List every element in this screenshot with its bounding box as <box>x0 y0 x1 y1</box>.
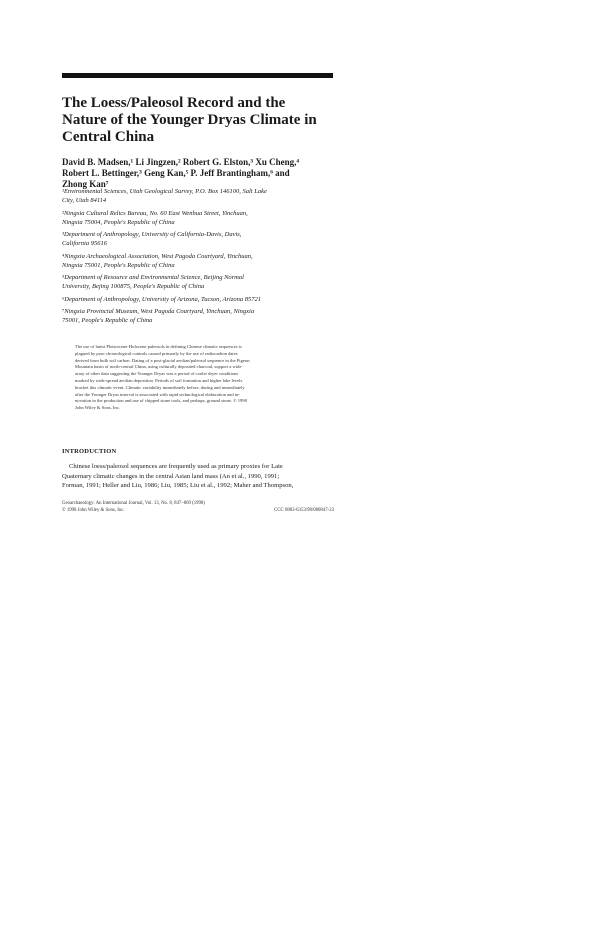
affiliation-7 <box>62 307 337 325</box>
affiliation-line: City, Utah 84114 <box>62 197 107 204</box>
author-list <box>62 157 337 190</box>
abstract-line: derived from bulk soil carbon. Dating of a post-glacial aeolian/paleosol sequence in the Pigeon <box>75 357 250 363</box>
affiliation-line: ⁶Department of Anthropology, University of Arizona, Tucson, Arizona 85721 <box>62 295 262 303</box>
affiliation-line: ³Department of Anthropology, University of California-Davis, Davis, <box>62 231 242 238</box>
title-line: The Loess/Paleosol Record and the <box>62 95 286 111</box>
abstract-line: John Wiley & Sons, Inc. <box>75 405 120 411</box>
copyright-notice: © 1998 John Wiley & Sons, Inc. <box>62 508 125 513</box>
affiliation-line: ²Ningxia Cultural Relics Bureau, No. 60 East Wenhua Street, Yinchuan, <box>62 209 248 217</box>
abstract-line: array of other data suggesting the Younger Dryas was a period of cooler dryer conditions <box>75 371 239 377</box>
affiliation-line: ⁴Ningxia Archaeological Association, West Pagoda Courtyard, Yinchuan, <box>62 252 253 260</box>
affiliation-line: ⁵Department of Resource and Environmental Science, Beijing Normal <box>62 274 244 281</box>
title-rule <box>62 73 333 78</box>
affiliation-line: ¹Environmental Sciences, Utah Geological Survey, P.O. Box 146100, Salt Lake <box>62 188 267 195</box>
section-heading: INTRODUCTION <box>62 448 117 455</box>
page-footer <box>62 500 334 514</box>
author-line: Robert L. Bettinger,³ Geng Kan,⁵ P. Jeff Brantingham,⁶ and <box>62 168 290 178</box>
abstract-line: bracket this climatic event. Climatic variability immediately before, during and immediately <box>75 384 245 390</box>
abstract <box>75 344 335 412</box>
intro-line: Forman, 1991; Heller and Liu, 1986; Liu, 1985; Liu et al., 1992; Maher and Thompson, <box>62 482 294 490</box>
ccc-code: CCC 0883-6353/98/080847-23 <box>274 508 334 513</box>
affiliation-line: University, Bejing 100875, People's Republic of China <box>62 283 205 290</box>
abstract-line: novation in the production and use of chipped stone tools, and perhaps, ground stone. © 1998 <box>75 398 247 404</box>
affiliation-line: ⁷Ningxia Provincial Museum, West Pagoda Courtyard, Yinchuan, Ningxia <box>62 308 255 315</box>
affiliation-line: California 95616 <box>62 240 107 247</box>
title-line: Central China <box>62 129 155 145</box>
affiliation-3 <box>62 230 337 248</box>
paper-title <box>62 95 337 146</box>
title-line: Nature of the Younger Dryas Climate in <box>62 112 317 128</box>
author-line: David B. Madsen,¹ Li Jingzen,² Robert G. Elston,³ Xu Cheng,⁴ <box>62 157 300 167</box>
abstract-line: after the Younger Dryas interval is associated with rapid technological elaboration and in- <box>75 391 240 397</box>
affiliation-line: Ningxia 75001, People's Republic of China <box>62 261 175 269</box>
abstract-line: The use of latest Pleistocene-Holocene paleosols in defining Chinese climatic sequences is <box>75 344 242 349</box>
affiliation-line: Ningxia 75004, People's Republic of China <box>62 218 175 226</box>
abstract-line: Mountain basin of north-central China, using culturally deposited charcoal, support a wide <box>75 364 242 370</box>
intro-line: Quaternary climatic changes in the central Asian land mass (An et al., 1990, 1991; <box>62 472 280 480</box>
affiliation-list <box>62 187 337 329</box>
journal-citation: Geoarchaeology: An International Journal, Vol. 13, No. 8, 847–869 (1998) <box>62 501 205 506</box>
abstract-line: plagued by poor chronological controls caused primarily by the use of radiocarbon dates <box>75 350 238 356</box>
affiliation-2 <box>62 209 337 227</box>
author-line: Zhong Kan⁷ <box>62 179 109 189</box>
affiliation-6 <box>62 295 337 304</box>
abstract-line: marked by wide-spread aeolian deposition. Periods of soil formation and higher lake levels <box>75 377 243 383</box>
intro-paragraph <box>62 462 337 491</box>
affiliation-line: 75001, People's Republic of China <box>62 317 153 324</box>
affiliation-5 <box>62 273 337 291</box>
intro-line: Chinese loess/paleosol sequences are frequently used as primary proxies for Late <box>69 463 283 470</box>
affiliation-4 <box>62 252 337 270</box>
affiliation-1 <box>62 187 337 205</box>
